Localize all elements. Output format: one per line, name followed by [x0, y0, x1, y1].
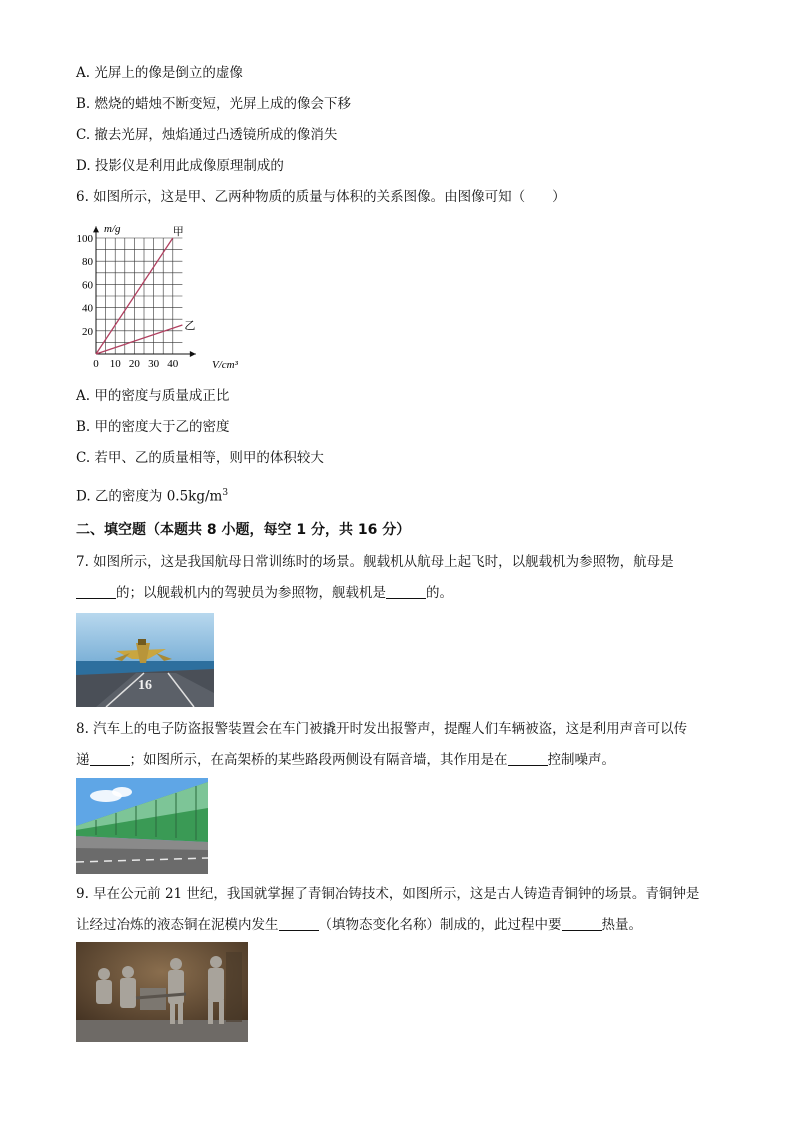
y-tick-label: 100: [76, 233, 93, 245]
option-6b: B. 甲的密度大于乙的密度: [76, 419, 230, 435]
deck-number: 16: [138, 678, 152, 693]
x-axis-label: V/cm³: [212, 359, 238, 371]
series-line-2: [96, 325, 182, 354]
x-tick-label: 20: [128, 358, 140, 370]
series-label-1: 甲: [172, 226, 184, 238]
answer-blank[interactable]: [562, 917, 602, 931]
option-5a: A. 光屏上的像是倒立的虚像: [76, 65, 243, 81]
answer-blank[interactable]: [90, 752, 130, 766]
question-7-text: 的；以舰载机内的驾驶员为参照物，舰载机是: [116, 585, 386, 601]
aircraft-carrier-photo: [76, 613, 214, 707]
option-5c: C. 撤去光屏，烛焰通过凸透镜所成的像消失: [76, 127, 338, 143]
option-6c: C. 若甲、乙的质量相等，则甲的体积较大: [76, 450, 324, 466]
x-tick-label: 40: [167, 358, 179, 370]
question-8-text: 递: [76, 752, 90, 768]
question-8-line1: 8. 汽车上的电子防盗报警装置会在车门被撬开时发出报警声，提醒人们车辆被盗，这是利用声音可以传: [76, 721, 688, 737]
option-6a: A. 甲的密度与质量成正比: [76, 388, 230, 404]
y-axis-arrow: [93, 226, 99, 232]
mass-volume-chart: [70, 218, 250, 376]
question-8-line2: [76, 751, 615, 769]
option-6d-text: D. 乙的密度为 0.5kg/m: [76, 488, 223, 505]
y-axis-label: m/g: [104, 223, 121, 235]
option-6d-exponent: 3: [222, 488, 229, 498]
chart-grid: [96, 238, 182, 354]
y-tick-label: 40: [82, 302, 93, 315]
question-9-text: （填物态变化名称）制成的，此过程中要: [318, 917, 562, 933]
option-5b: B. 燃烧的蜡烛不断变短，光屏上成的像会下移: [76, 96, 352, 112]
series-label-2: 乙: [184, 320, 196, 332]
chart-series: [96, 225, 195, 354]
x-axis-arrow: [190, 351, 196, 357]
answer-blank[interactable]: [386, 585, 426, 599]
question-8-text: ；如图所示，在高架桥的某些路段两侧设有隔音墙，其作用是在: [129, 752, 508, 768]
answer-blank[interactable]: [508, 752, 548, 766]
question-7-text: 的。: [426, 585, 453, 601]
question-9-text: 让经过冶炼的液态铜在泥模内发生: [76, 917, 279, 933]
y-tick-label: 80: [82, 256, 93, 269]
bronze-casting-photo: [76, 942, 248, 1042]
question-9-line2: [76, 916, 642, 934]
x-tick-label: 0: [93, 358, 99, 370]
question-8-text: 控制噪声。: [547, 752, 615, 768]
x-tick-label: 10: [109, 358, 121, 370]
option-6d: [76, 484, 228, 506]
question-7-line1: 7. 如图所示，这是我国航母日常训练时的场景。舰载机从航母上起飞时，以舰载机为参照物，航母是: [76, 554, 674, 570]
answer-blank[interactable]: [76, 585, 116, 599]
section-title: 二、填空题（本题共 8 小题，每空 1 分，共 16 分）: [76, 522, 411, 538]
y-tick-label: 20: [82, 325, 93, 338]
question-6-stem: 6. 如图所示，这是甲、乙两种物质的质量与体积的关系图像。由图像可知（ ）: [76, 189, 566, 205]
question-9-text: 热量。: [601, 917, 642, 933]
y-tick-label: 60: [82, 279, 93, 292]
x-tick-label: 30: [148, 358, 160, 370]
sound-barrier-photo: [76, 778, 208, 874]
option-5d: D. 投影仪是利用此成像原理制成的: [76, 158, 284, 174]
question-7-line2: [76, 584, 453, 602]
question-9-line1: 9. 早在公元前 21 世纪，我国就掌握了青铜冶铸技术，如图所示，这是古人铸造青铜钟的场景。青铜钟是: [76, 886, 700, 902]
answer-blank[interactable]: [279, 917, 319, 931]
